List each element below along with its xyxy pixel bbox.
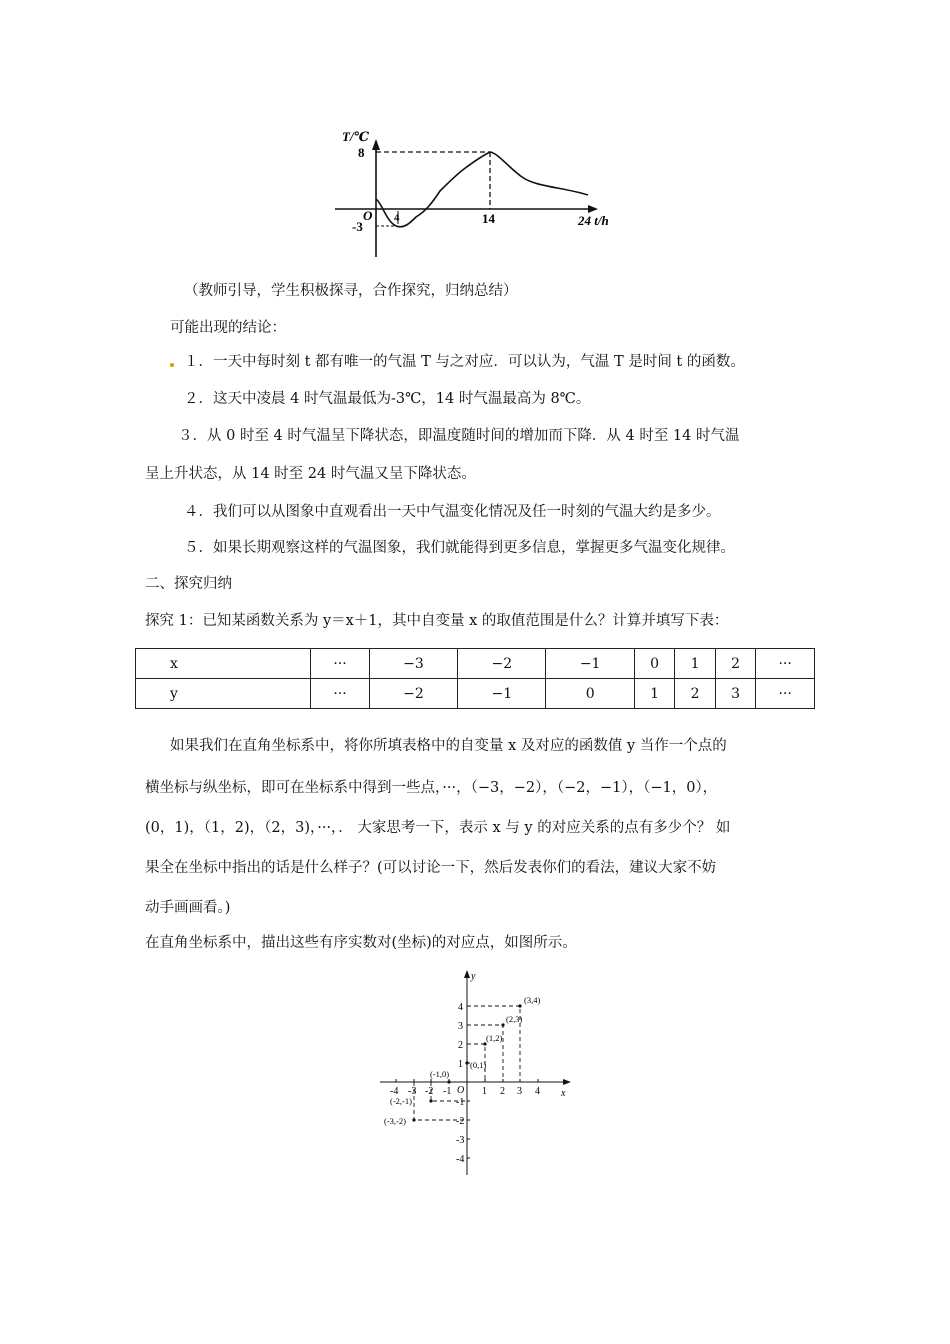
table-cell: 2 [675,679,716,709]
origin-label: O [363,208,373,223]
table-cell: 0 [634,649,675,679]
x-tick-label: 1 [482,1086,487,1097]
conclusion-intro: 可能出现的结论： [170,320,286,336]
table-cell: ··· [311,679,370,709]
x-tick-labels [390,1086,540,1097]
temperature-graph [330,125,630,265]
x-tick-14: 14 [482,211,495,226]
table-cell: x [136,649,311,679]
y-tick-label: -1 [456,1097,465,1108]
teacher-note: （教师引导，学生积极探寻，合作探究，归纳总结） [184,283,518,299]
function-table [135,648,815,709]
conclusion-4: ４．我们可以从图象中直观看出一天中气温变化情况及任一时刻的气温大约是多少。 [184,504,721,520]
table-cell: y [136,679,311,709]
plot-intro: 在直角坐标系中，描出这些有序实数对(坐标)的对应点，如图所示。 [145,935,577,951]
para-line-4: 果全在坐标中指出的话是什么样子？(可以讨论一下，然后发表你们的看法，建议大家不妨 [145,860,717,876]
y-tick-label: 1 [458,1059,463,1070]
x-tick-label: 4 [535,1086,540,1097]
y-tick-8: 8 [358,145,365,160]
coordinate-graph [378,965,578,1180]
para-line-5: 动手画画看。) [145,900,231,916]
origin-label: O [457,1085,465,1096]
point-label: (2,3) [506,1014,523,1024]
point-label: (1,2) [486,1033,503,1043]
x-axis-label: x [561,1088,566,1099]
table-cell: ··· [311,649,370,679]
conclusion-3: ３．从 0 时至 4 时气温呈下降状态，即温度随时间的增加而下降．从 4 时至 14 时气温 [178,428,740,444]
point-label: (-2,-1) [390,1096,412,1106]
table-cell: 1 [634,679,675,709]
table-cell: −2 [369,679,457,709]
y-axis-arrow [464,970,470,978]
para-line-1: 如果我们在直角坐标系中，将你所填表格中的自变量 x 及对应的函数值 y 当作一个点的 [170,738,727,754]
y-tick-label: 4 [458,1002,463,1013]
x-tick-label: -4 [390,1086,399,1097]
table-cell: 0 [546,679,634,709]
y-tick-label: 3 [458,1021,463,1032]
y-axis-arrow [372,139,380,150]
para-line-3: (0，1)，（1，2)，（2，3)，···，． 大家思考一下，表示 x 与 y 的对应关系的点有多少个？ 如 [145,820,731,836]
conclusion-2: ２．这天中凌晨 4 时气温最低为-3℃，14 时气温最高为 8℃。 [184,391,591,407]
y-tick-label: -3 [456,1135,465,1146]
table-cell: ··· [756,679,815,709]
point-label: (-1,0) [430,1069,450,1079]
table-cell: −1 [458,679,546,709]
conclusion-5: ５．如果长期观察这样的气温图象，我们就能得到更多信息，掌握更多气温变化规律。 [184,540,735,556]
conclusion-3-cont: 呈上升状态，从 14 时至 24 时气温又呈下降状态。 [145,466,476,482]
stray-dot [170,363,174,367]
table-cell: −1 [546,649,634,679]
table-cell: −3 [369,649,457,679]
y-tick-label: 2 [458,1040,463,1051]
table-cell: 2 [715,649,756,679]
table-cell: 3 [715,679,756,709]
explore-1: 探究 1：已知某函数关系为 y＝x＋1，其中自变量 x 的取值范围是什么？计算并填写下表： [145,613,729,629]
x-tick-label: -2 [425,1086,434,1097]
y-tick-neg3: -3 [352,219,363,234]
point-label: (0,1) [470,1060,487,1070]
x-tick-4: 4 [394,212,400,224]
conclusion-1: １．一天中每时刻 t 都有唯一的气温 T 与之对应．可以认为，气温 T 是时间 t 的函数。 [184,354,745,370]
table-cell: ··· [756,649,815,679]
y-tick-labels [456,1002,464,1165]
x-tick-label: 3 [517,1086,522,1097]
table-row-x [136,649,815,679]
table-cell: 1 [675,649,716,679]
x-tick-label: -1 [443,1086,452,1097]
x-axis-arrow [563,1079,571,1085]
table-row-y [136,679,815,709]
point-label: (3,4) [524,995,541,1005]
x-axis-label: 24 t/h [578,213,609,228]
y-axis-label: y [471,971,476,982]
x-axis-arrow [588,205,598,213]
y-axis-label: T/℃ [342,129,370,144]
x-tick-label: -3 [408,1086,417,1097]
para-line-2: 横坐标与纵坐标，即可在坐标系中得到一些点，···，（−3，−2），（−2，−1），（−1，0）， [145,780,718,796]
y-tick-label: -4 [456,1154,465,1165]
y-tick-label: -2 [456,1116,465,1127]
section-title: 二、探究归纳 [145,576,232,592]
x-tick-label: 2 [500,1086,505,1097]
point-label: (-3,-2) [384,1116,406,1126]
table-cell: −2 [458,649,546,679]
